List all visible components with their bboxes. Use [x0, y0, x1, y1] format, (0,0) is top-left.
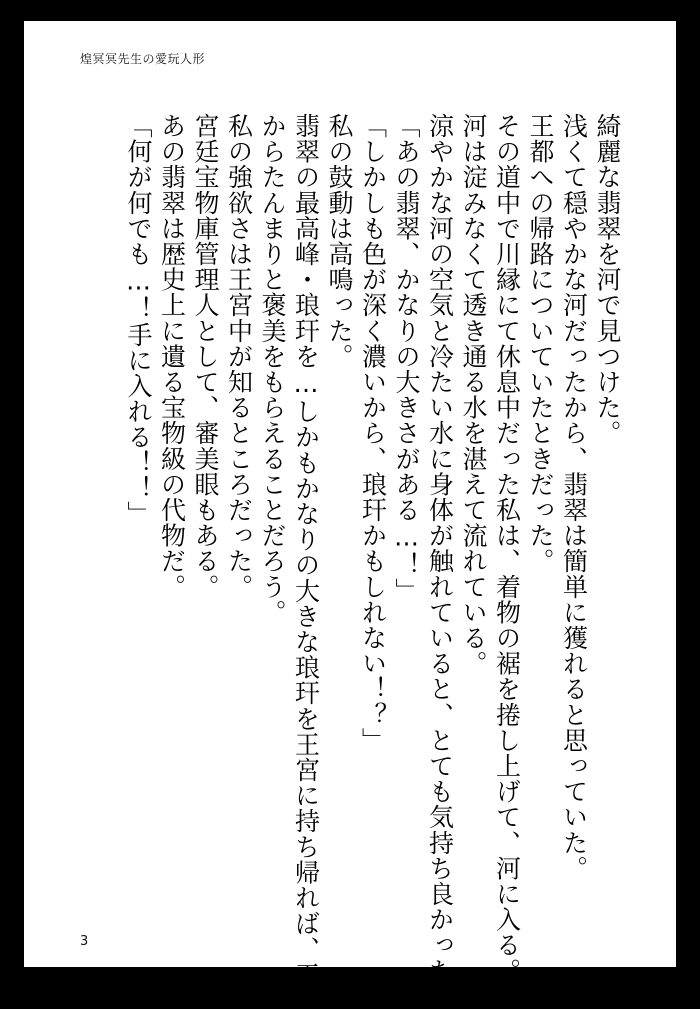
vertical-body-text	[122, 113, 625, 1009]
running-header-title: 煌冥冥先生の愛玩人形	[80, 52, 206, 66]
text-line-2: 浅くて穏やかな河だったから、翡翠は簡単に獲れると思っていた。	[559, 113, 589, 881]
text-line-4: その道中で川縁にて休息中だった私は、着物の裾を捲し上げて、河に入る。	[492, 113, 522, 984]
page-number: 3	[80, 934, 89, 949]
text-line-15: 「何が何でも…！手に入れる！！」	[124, 113, 153, 527]
text-line-3: 王都への帰路についていたときだった。	[526, 113, 555, 574]
text-line-6: 涼やかな河の空気と冷たい水に身体が触れていると、とても気持ち良かった。	[425, 113, 455, 1009]
text-line-11: からたんまりと褒美をもらえることだろう。	[258, 113, 287, 625]
text-line-5: 河は淀みなくて透き通る水を湛えて流れている。	[459, 113, 488, 677]
text-line-14: あの翡翠は歴史上に遺る宝物級の代物だ。	[157, 113, 187, 600]
text-line-7: 「あの翡翠、かなりの大きさがある…！」	[392, 113, 421, 604]
text-line-10: 翡翠の最高峰・琅玕を…しかもかなりの大きな琅玕を王宮に持ち帰れば、王	[291, 113, 321, 988]
text-line-13: 宮廷宝物庫管理人として、審美眼もある。	[191, 113, 220, 600]
text-line-12: 私の強欲さは王宮中が知るところだった。	[224, 113, 254, 600]
text-line-9: 私の鼓動は高鳴った。	[325, 113, 354, 369]
book-page	[24, 21, 676, 1009]
text-line-8: 「しかしも色が深く濃いから、琅玕かもしれない！？」	[358, 113, 388, 753]
text-line-1: 綺麗な翡翠を河で見つけた。	[593, 113, 622, 446]
